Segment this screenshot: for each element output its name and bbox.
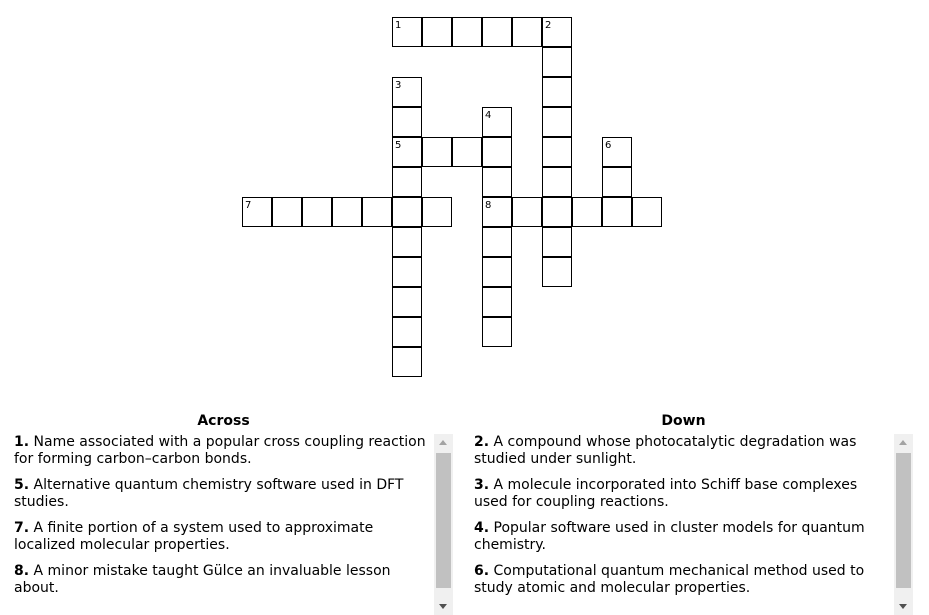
grid-cell[interactable]: [392, 287, 422, 317]
clue-down-6[interactable]: [474, 563, 890, 597]
grid-cell[interactable]: [542, 137, 572, 167]
clue-down-3[interactable]: [474, 477, 890, 511]
across-scrollbar[interactable]: [434, 434, 453, 615]
grid-cell[interactable]: [392, 257, 422, 287]
grid-cell[interactable]: [512, 197, 542, 227]
grid-cell[interactable]: [482, 167, 512, 197]
clue-number: 7.: [14, 520, 30, 536]
grid-cell[interactable]: [542, 17, 572, 47]
grid-cell[interactable]: [392, 107, 422, 137]
across-heading: Across: [197, 413, 250, 429]
grid-cell[interactable]: [422, 17, 452, 47]
clue-number-label: 1: [395, 20, 402, 31]
grid-cell[interactable]: [272, 197, 302, 227]
grid-cell[interactable]: [482, 197, 512, 227]
grid-cell[interactable]: [452, 17, 482, 47]
grid-cell[interactable]: [602, 137, 632, 167]
grid-cell[interactable]: [542, 77, 572, 107]
grid-cell[interactable]: [242, 197, 272, 227]
clue-across-7[interactable]: [14, 520, 430, 554]
grid-cell[interactable]: [362, 197, 392, 227]
grid-cell[interactable]: [392, 77, 422, 107]
grid-cell[interactable]: [542, 167, 572, 197]
clue-down-2[interactable]: [474, 434, 890, 468]
grid-cell[interactable]: [542, 47, 572, 77]
grid-cell[interactable]: [482, 287, 512, 317]
clue-text: A molecule incorporated into Schiff base complexes used for coupling reactions.: [474, 477, 858, 510]
clue-across-5[interactable]: [14, 477, 430, 511]
grid-cell[interactable]: [392, 137, 422, 167]
grid-cell[interactable]: [512, 17, 542, 47]
clue-number-label: 3: [395, 80, 402, 91]
across-clue-list: [14, 434, 430, 606]
clue-down-4[interactable]: [474, 520, 890, 554]
clue-number-label: 8: [485, 200, 492, 211]
grid-cell[interactable]: [392, 227, 422, 257]
grid-cell[interactable]: [602, 167, 632, 197]
clue-number-label: 7: [245, 200, 252, 211]
grid-cell[interactable]: [482, 227, 512, 257]
clue-number: 6.: [474, 563, 490, 579]
scrollbar-thumb[interactable]: [896, 453, 911, 588]
clue-text: Alternative quantum chemistry software used in DFT studies.: [14, 477, 404, 510]
grid-cell[interactable]: [332, 197, 362, 227]
scroll-down-arrow-icon[interactable]: [894, 598, 913, 615]
clue-number: 2.: [474, 434, 490, 450]
grid-cell[interactable]: [632, 197, 662, 227]
grid-cell[interactable]: [482, 107, 512, 137]
grid-cell[interactable]: [302, 197, 332, 227]
clue-number: 8.: [14, 563, 30, 579]
scrollbar-thumb[interactable]: [436, 453, 451, 588]
grid-cell[interactable]: [482, 137, 512, 167]
down-clue-list: [474, 434, 890, 606]
clue-number: 1.: [14, 434, 30, 450]
clue-across-1[interactable]: [14, 434, 430, 468]
grid-cell[interactable]: [602, 197, 632, 227]
grid-cell[interactable]: [422, 137, 452, 167]
grid-cell[interactable]: [482, 17, 512, 47]
clue-text: Name associated with a popular cross coupling reaction for forming carbon–carbon bonds.: [14, 434, 426, 467]
grid-cell[interactable]: [482, 317, 512, 347]
down-heading: Down: [661, 413, 706, 429]
grid-cell[interactable]: [392, 347, 422, 377]
clue-number-label: 6: [605, 140, 612, 151]
grid-cell[interactable]: [422, 197, 452, 227]
grid-cell[interactable]: [542, 197, 572, 227]
clue-number-label: 4: [485, 110, 492, 121]
clue-text: A minor mistake taught Gülce an invaluable lesson about.: [14, 563, 391, 596]
across-clues-panel: [14, 412, 453, 615]
grid-cell[interactable]: [452, 137, 482, 167]
clue-text: A finite portion of a system used to approximate localized molecular properties.: [14, 520, 374, 553]
grid-cell[interactable]: [392, 167, 422, 197]
grid-cell[interactable]: [572, 197, 602, 227]
scroll-up-arrow-icon[interactable]: [894, 434, 913, 451]
grid-cell[interactable]: [482, 257, 512, 287]
clue-number-label: 5: [395, 140, 402, 151]
grid-cell[interactable]: [392, 17, 422, 47]
down-clues-panel: [474, 412, 913, 615]
scroll-down-arrow-icon[interactable]: [434, 598, 453, 615]
grid-cell[interactable]: [392, 317, 422, 347]
clue-number: 3.: [474, 477, 490, 493]
grid-cell[interactable]: [542, 257, 572, 287]
clue-text: Computational quantum mechanical method used to study atomic and molecular properties.: [474, 563, 865, 596]
clue-number: 5.: [14, 477, 30, 493]
grid-cell[interactable]: [542, 107, 572, 137]
grid-cell[interactable]: [392, 197, 422, 227]
down-scrollbar[interactable]: [894, 434, 913, 615]
clue-text: A compound whose photocatalytic degradation was studied under sunlight.: [474, 434, 857, 467]
clue-number-label: 2: [545, 20, 552, 31]
grid-cell[interactable]: [542, 227, 572, 257]
scroll-up-arrow-icon[interactable]: [434, 434, 453, 451]
clue-text: Popular software used in cluster models for quantum chemistry.: [474, 520, 865, 553]
clue-across-8[interactable]: [14, 563, 430, 597]
clue-number: 4.: [474, 520, 490, 536]
